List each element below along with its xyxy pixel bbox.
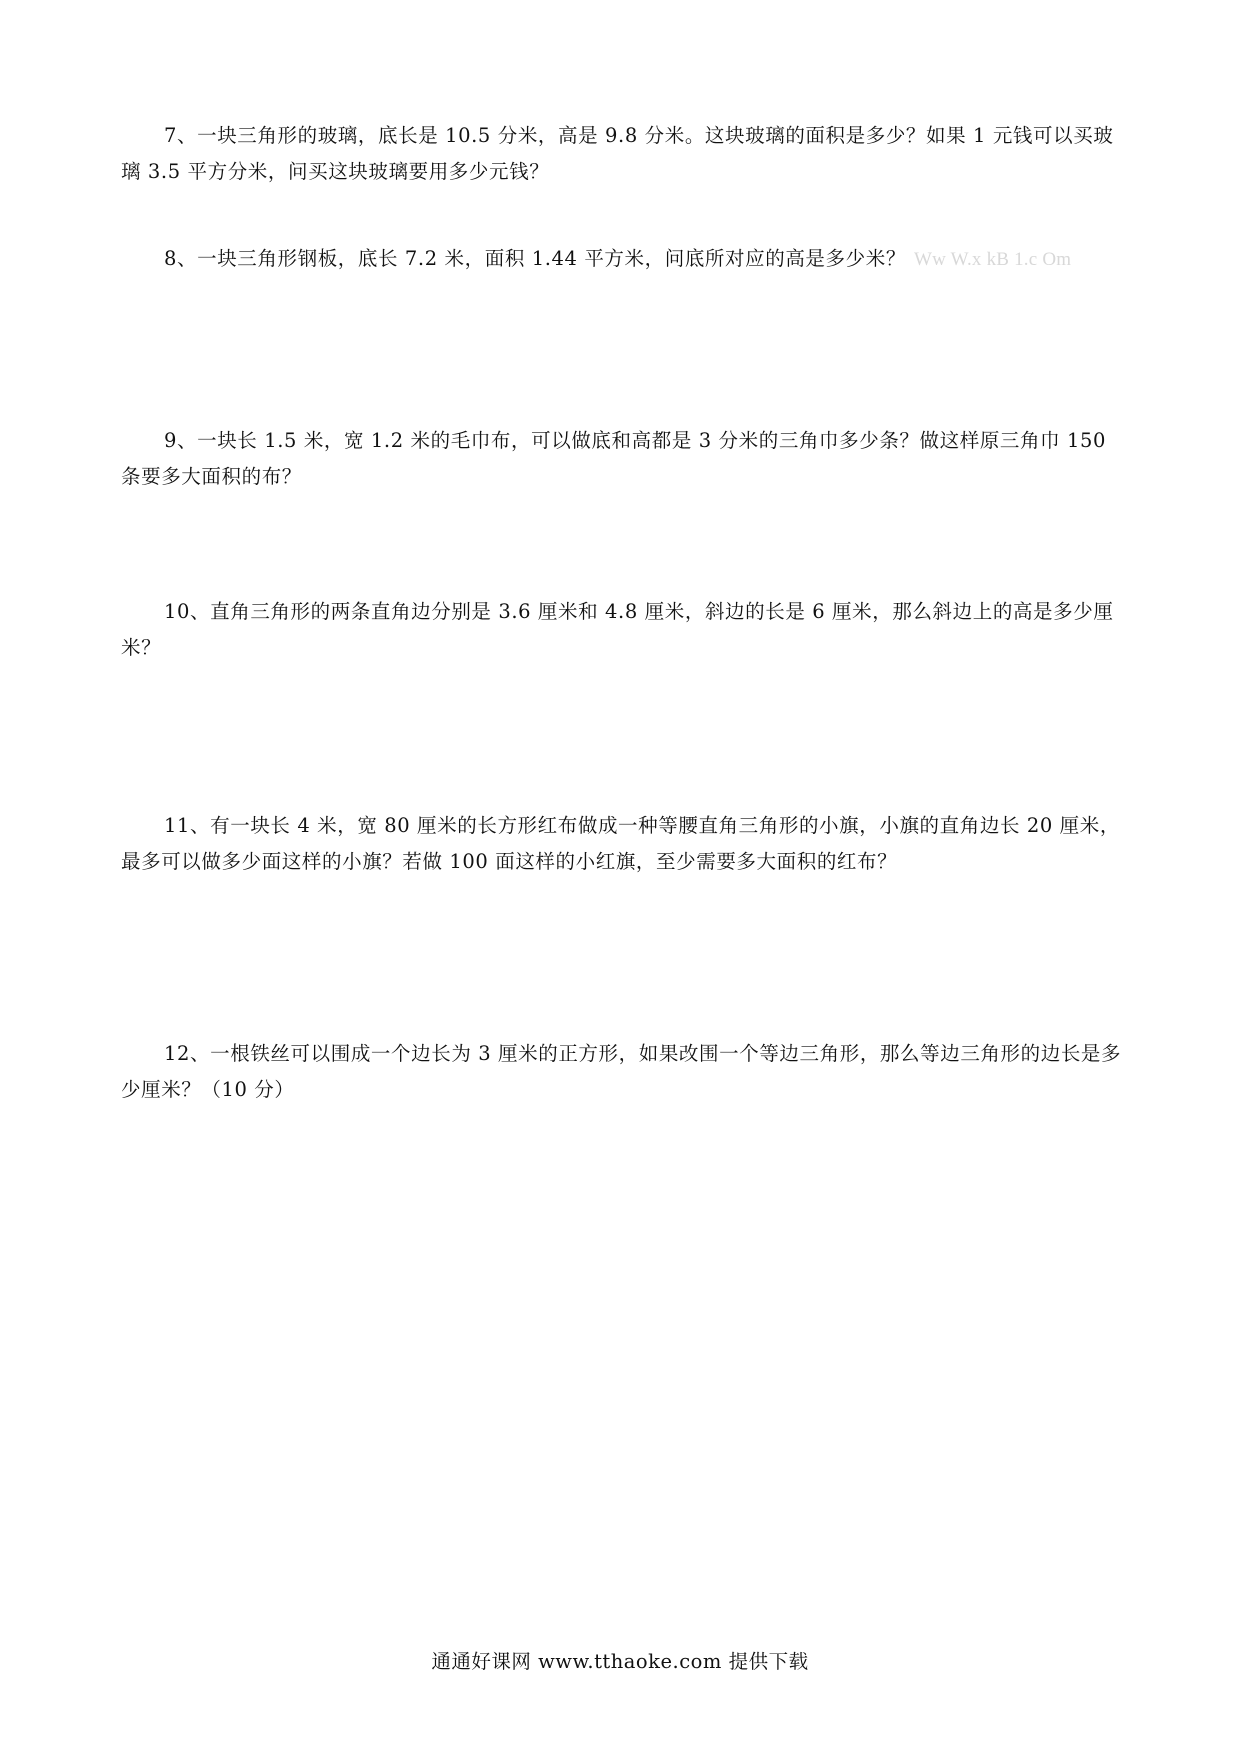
- problem-text: 一块三角形钢板，底长 7.2 米，面积 1.44 平方米，问底所对应的高是多少米？: [197, 247, 906, 270]
- problem-number: 11、: [164, 814, 211, 837]
- problem-number: 9、: [164, 429, 198, 452]
- problem-number: 8、: [164, 247, 198, 270]
- problem-number: 12、: [164, 1042, 211, 1065]
- problem-8: [121, 241, 1126, 278]
- problem-7: [121, 118, 1126, 190]
- problem-11: [121, 808, 1126, 880]
- problem-9: [121, 423, 1126, 495]
- problem-text: 直角三角形的两条直角边分别是 3.6 厘米和 4.8 厘米，斜边的长是 6 厘米，那么斜边上的高是多少厘米？: [121, 600, 1114, 659]
- problem-number: 7、: [164, 124, 198, 147]
- watermark-text: Ww W.x kB 1.c Om: [913, 249, 1072, 270]
- problem-12: [121, 1036, 1126, 1108]
- problem-text: 一块三角形的玻璃，底长是 10.5 分米，高是 9.8 分米。这块玻璃的面积是多少？如果 1 元钱可以买玻璃 3.5 平方分米，问买这块玻璃要用多少元钱？: [121, 124, 1114, 183]
- problem-text: 一块长 1.5 米，宽 1.2 米的毛巾布，可以做底和高都是 3 分米的三角巾多少条？做这样原三角巾 150 条要多大面积的布？: [121, 429, 1107, 488]
- problem-10: [121, 594, 1126, 666]
- problem-text: 有一块长 4 米，宽 80 厘米的长方形红布做成一种等腰直角三角形的小旗，小旗的直角边长 20 厘米，最多可以做多少面这样的小旗？若做 100 面这样的小红旗，至少需要多大面积的红布？: [121, 814, 1120, 873]
- problem-number: 10、: [164, 600, 211, 623]
- problem-text: 一根铁丝可以围成一个边长为 3 厘米的正方形，如果改围一个等边三角形，那么等边三角形的边长是多少厘米？（10 分）: [121, 1042, 1122, 1101]
- page-footer: 通通好课网 www.tthaoke.com 提供下载: [431, 1650, 809, 1673]
